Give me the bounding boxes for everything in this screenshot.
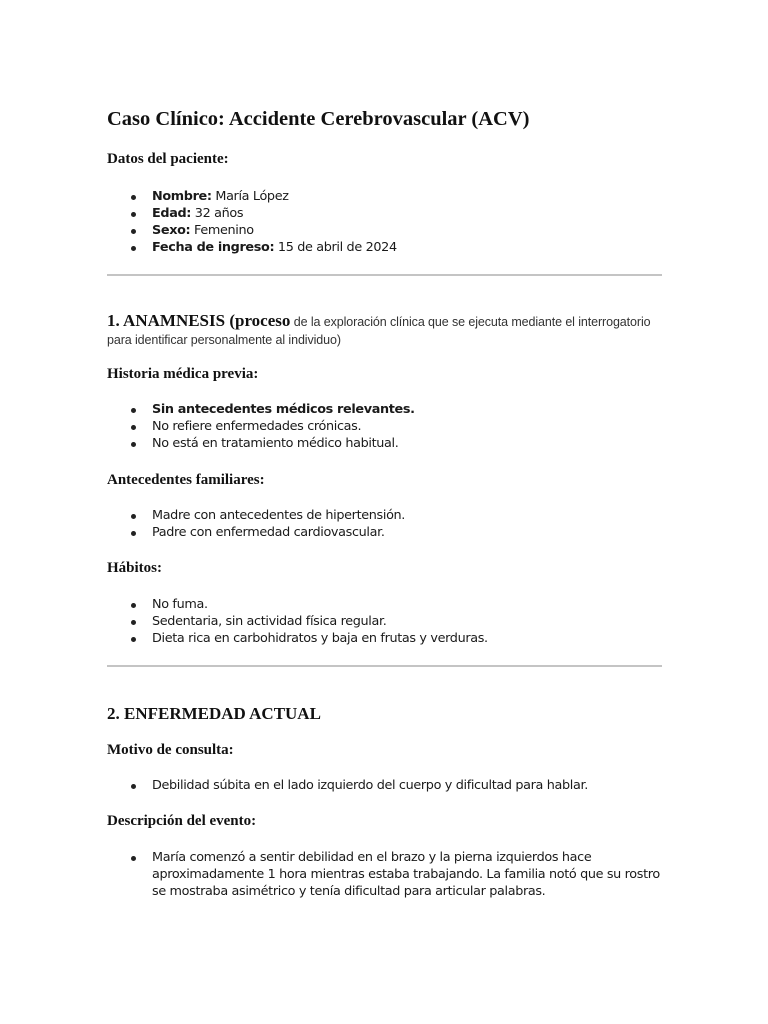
- family-history-list: [107, 507, 663, 541]
- field-value: María López: [211, 189, 289, 204]
- list-item: Padre con enfermedad cardiovascular.: [107, 524, 663, 541]
- list-item: Sedentaria, sin actividad física regular.: [107, 613, 663, 630]
- consult-reason-heading: Motivo de consulta:: [107, 742, 234, 758]
- field-value: Femenino: [190, 223, 254, 238]
- field-value: 32 años: [191, 206, 244, 221]
- medical-history-list: [107, 401, 663, 452]
- list-item: [107, 188, 663, 205]
- list-item: No fuma.: [107, 596, 663, 613]
- habits-heading: Hábitos:: [107, 560, 163, 576]
- medical-history-heading: Historia médica previa:: [107, 366, 259, 382]
- list-item: Dieta rica en carbohidratos y baja en frutas y verduras.: [107, 630, 663, 647]
- anamnesis-heading-description: de la exploración clínica que se ejecuta mediante el interrogatorio para identificar personalmente al individuo): [107, 315, 651, 347]
- list-item: [107, 205, 663, 222]
- list-item: María comenzó a sentir debilidad en el brazo y la pierna izquierdos hace aproximadamente 1 hora mientras estaba trabajando. La familia notó que su rostro se mostraba asimétrico y tenía dificultad para articular palabras.: [107, 849, 663, 900]
- patient-data-list: [107, 188, 663, 256]
- field-label: Sexo:: [152, 223, 191, 238]
- event-description-list: [107, 849, 663, 900]
- field-label: Nombre:: [152, 189, 212, 204]
- list-item: No refiere enfermedades crónicas.: [107, 418, 663, 435]
- patient-data-heading: Datos del paciente:: [107, 151, 229, 167]
- consult-reason-list: [107, 777, 663, 794]
- event-description-heading: Descripción del evento:: [107, 813, 257, 829]
- list-item: Madre con antecedentes de hipertensión.: [107, 507, 663, 524]
- list-item: No está en tratamiento médico habitual.: [107, 435, 663, 452]
- section-divider: [107, 274, 662, 276]
- anamnesis-heading-main: 1. ANAMNESIS (proceso: [107, 311, 291, 330]
- section-divider: [107, 665, 662, 667]
- document-title: Caso Clínico: Accidente Cerebrovascular (ACV): [107, 108, 530, 130]
- list-item: Debilidad súbita en el lado izquierdo del cuerpo y dificultad para hablar.: [107, 777, 663, 794]
- field-value: 15 de abril de 2024: [274, 240, 397, 255]
- family-history-heading: Antecedentes familiares:: [107, 472, 265, 488]
- field-label: Fecha de ingreso:: [152, 240, 275, 255]
- habits-list: [107, 596, 663, 647]
- field-label: Edad:: [152, 206, 192, 221]
- list-item: Sin antecedentes médicos relevantes.: [107, 401, 663, 418]
- anamnesis-heading: [107, 312, 667, 349]
- current-illness-heading: 2. ENFERMEDAD ACTUAL: [107, 704, 321, 723]
- list-item: [107, 222, 663, 239]
- list-item: [107, 239, 663, 256]
